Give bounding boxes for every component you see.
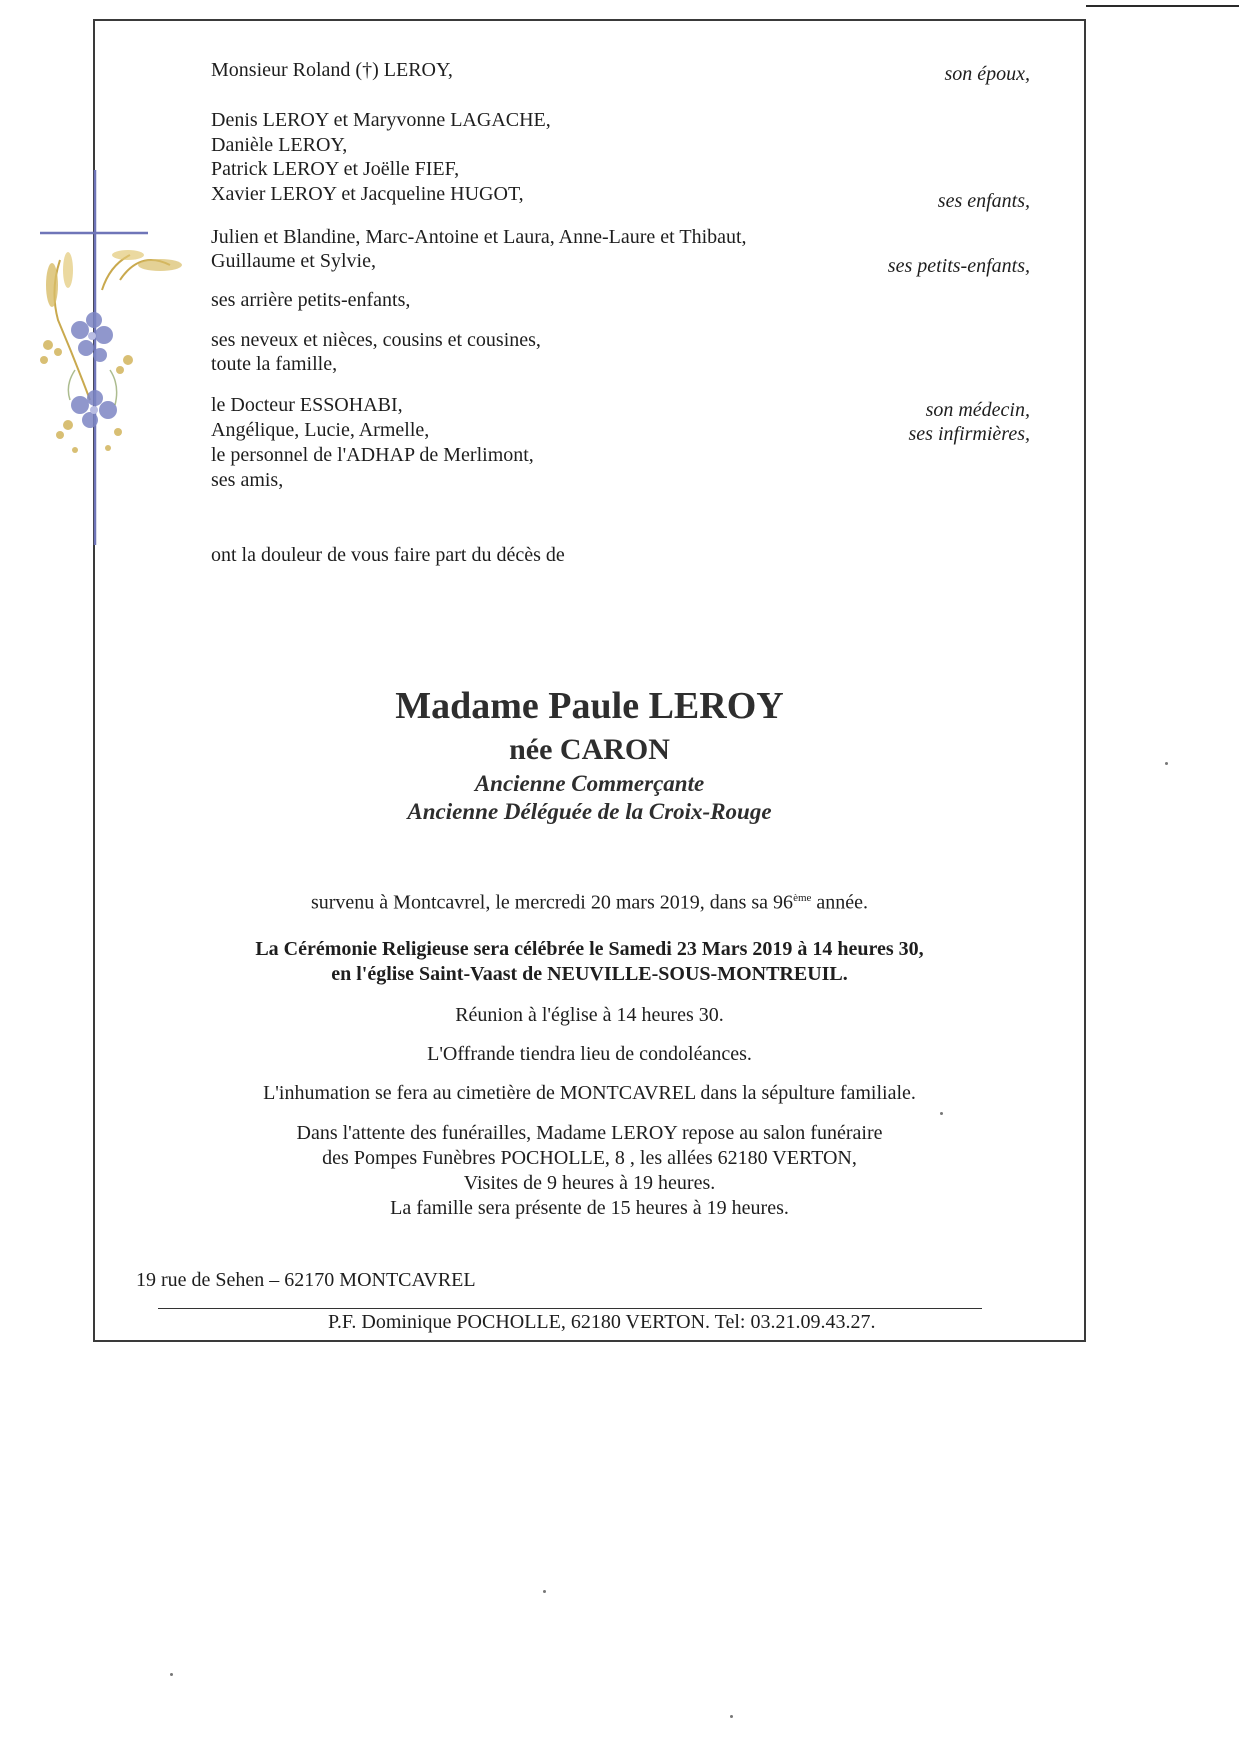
- grandchildren-role: ses petits-enfants,: [887, 255, 1030, 277]
- family-address: 19 rue de Sehen – 62170 MONTCAVREL: [136, 1269, 476, 1291]
- scan-edge-line: [1086, 5, 1239, 7]
- carers-line: le personnel de l'ADHAP de Merlimont,: [211, 444, 534, 466]
- announcement-line: ont la douleur de vous faire part du décès de: [211, 544, 565, 566]
- rest-line: Dans l'attente des funérailles, Madame LEROY repose au salon funéraire: [296, 1122, 883, 1144]
- deceased-maiden-name: née CARON: [509, 733, 670, 766]
- ceremony-line: La Cérémonie Religieuse sera célébrée le Samedi 23 Mars 2019 à 14 heures 30,: [255, 938, 924, 960]
- husband-role: son époux,: [944, 63, 1030, 85]
- scan-speck: [940, 1112, 943, 1115]
- grandchildren-line: Julien et Blandine, Marc-Antoine et Laura, Anne-Laure et Thibaut,: [211, 226, 747, 248]
- child-line: Danièle LEROY,: [211, 134, 348, 156]
- carers-line: Angélique, Lucie, Armelle,: [211, 419, 430, 441]
- scan-speck: [170, 1673, 173, 1676]
- nurses-role: ses infirmières,: [908, 423, 1030, 445]
- meeting-line: Réunion à l'église à 14 heures 30.: [455, 1004, 724, 1026]
- child-line: Patrick LEROY et Joëlle FIEF,: [211, 158, 460, 180]
- scan-speck: [1165, 762, 1168, 765]
- relatives-line: toute la famille,: [211, 353, 338, 375]
- death-line: survenu à Montcavrel, le mercredi 20 mars 2019, dans sa 96ème année.: [310, 891, 869, 914]
- doctor-role: son médecin,: [925, 399, 1030, 421]
- children-role: ses enfants,: [937, 190, 1030, 212]
- child-line: Denis LEROY et Maryvonne LAGACHE,: [211, 109, 551, 131]
- great-grandchildren-line: ses arrière petits-enfants,: [211, 289, 411, 311]
- family-present-line: La famille sera présente de 15 heures à 19 heures.: [390, 1197, 789, 1219]
- offering-line: L'Offrande tiendra lieu de condoléances.: [427, 1043, 752, 1065]
- carers-line: le Docteur ESSOHABI,: [211, 394, 403, 416]
- husband-line: Monsieur Roland (†) LEROY,: [211, 59, 453, 81]
- scan-speck: [543, 1590, 546, 1593]
- deceased-title: Ancienne Déléguée de la Croix-Rouge: [407, 799, 772, 824]
- visits-line: Visites de 9 heures à 19 heures.: [463, 1172, 716, 1194]
- child-line: Xavier LEROY et Jacqueline HUGOT,: [211, 183, 524, 205]
- deceased-title: Ancienne Commerçante: [474, 771, 705, 796]
- relatives-line: ses neveux et nièces, cousins et cousines,: [211, 329, 541, 351]
- grandchildren-line: Guillaume et Sylvie,: [211, 250, 376, 272]
- cross-flower-icon: [20, 170, 190, 550]
- footer-divider: [158, 1308, 982, 1309]
- funeral-home-footer: P.F. Dominique POCHOLLE, 62180 VERTON. Tel: 03.21.09.43.27.: [328, 1311, 876, 1333]
- burial-line: L'inhumation se fera au cimetière de MONTCAVREL dans la sépulture familiale.: [263, 1082, 916, 1104]
- carers-line: ses amis,: [211, 469, 284, 491]
- deceased-name: Madame Paule LEROY: [395, 685, 784, 727]
- scan-speck: [730, 1715, 733, 1718]
- ceremony-location: en l'église Saint-Vaast de NEUVILLE-SOUS-MONTREUIL.: [331, 963, 848, 985]
- rest-line: des Pompes Funèbres POCHOLLE, 8 , les allées 62180 VERTON,: [322, 1147, 857, 1169]
